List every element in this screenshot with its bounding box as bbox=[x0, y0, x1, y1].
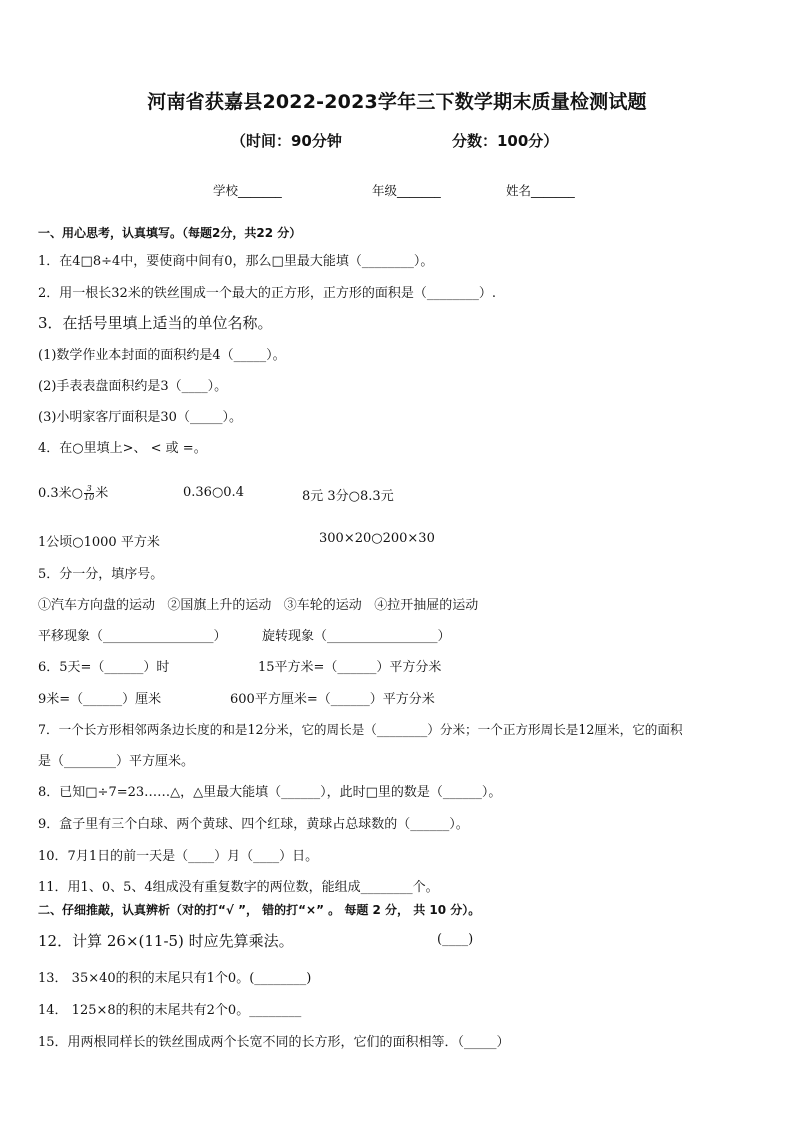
question-12: 12．计算 26×(11-5) 时应先算乘法。 bbox=[38, 932, 294, 950]
question-2: 2．用一根长32米的铁丝围成一个最大的正方形，正方形的面积是（________）. bbox=[38, 286, 496, 301]
grade-field: 年级_______ bbox=[372, 183, 441, 198]
question-7-line-1: 7．一个长方形相邻两条边长度的和是12分米，它的周长是（________）分米；一个正方形周长是12厘米，它的面积 bbox=[38, 722, 683, 737]
question-4-item-2: 0.36○0.4 bbox=[183, 485, 244, 500]
question-11: 11．用1、0、5、4组成没有重复数字的两位数，能组成________个。 bbox=[38, 880, 439, 895]
question-4-item-4: 1公顷○1000 平方米 bbox=[38, 535, 160, 550]
section-2-heading: 二、仔细推敲，认真辨析（对的打“√ ”， 错的打“×” 。 每题 2 分， 共 10 分）。 bbox=[38, 903, 481, 917]
question-4-item-1 bbox=[38, 482, 108, 502]
question-6a: 6．5天=（______）时 bbox=[38, 660, 170, 675]
school-field: 学校_______ bbox=[213, 183, 282, 198]
page-title: 河南省获嘉县2022-2023学年三下数学期末质量检测试题 bbox=[147, 91, 647, 113]
question-4-item-3: 8元 3分○8.3元 bbox=[302, 489, 394, 504]
question-6c: 9米=（______）厘米 bbox=[38, 692, 162, 707]
name-field: 姓名_______ bbox=[506, 183, 575, 198]
question-12-blank: (____) bbox=[437, 932, 474, 947]
question-13: 13． 35×40的积的末尾只有1个0。(________) bbox=[38, 971, 312, 986]
fraction-numerator: 3 bbox=[84, 485, 94, 494]
score-label: 分数：100分） bbox=[452, 132, 559, 150]
question-15: 15．用两根同样长的铁丝围成两个长宽不同的长方形，它们的面积相等．（_____） bbox=[38, 1035, 510, 1050]
question-14: 14． 125×8的积的末尾共有2个0。________ bbox=[38, 1003, 302, 1018]
question-4-stem: 4．在○里填上>、 < 或 =。 bbox=[38, 441, 207, 456]
fraction-denominator: 10 bbox=[84, 493, 95, 502]
question-10: 10．7月1日的前一天是（____）月（____）日。 bbox=[38, 849, 319, 864]
time-label: （时间：90分钟 bbox=[231, 132, 342, 150]
question-6b: 15平方米=（______）平方分米 bbox=[258, 660, 442, 675]
question-5-options: ①汽车方向盘的运动 ②国旗上升的运动 ③车轮的运动 ④拉开抽屉的运动 bbox=[38, 598, 479, 613]
question-3b: (2)手表表盘面积约是3（____）。 bbox=[38, 379, 228, 394]
section-1-heading: 一、用心思考，认真填写。（每题2分，共22 分） bbox=[38, 226, 302, 240]
question-3-stem: 3．在括号里填上适当的单位名称。 bbox=[38, 314, 273, 332]
q4-item1-left: 0.3米○ bbox=[38, 486, 84, 501]
q4-item1-right: 米 bbox=[95, 486, 109, 501]
question-6d: 600平方厘米=（______）平方分米 bbox=[230, 692, 435, 707]
question-7-line-2: 是（________）平方厘米。 bbox=[38, 754, 195, 769]
question-1: 1．在4□8÷4中，要使商中间有0，那么□里最大能填（________）。 bbox=[38, 254, 434, 269]
translation-blank: 平移现象（_________________） bbox=[38, 629, 227, 644]
question-4-item-5: 300×20○200×30 bbox=[319, 531, 435, 546]
fraction bbox=[84, 485, 94, 502]
question-3c: (3)小明家客厅面积是30（_____）。 bbox=[38, 410, 242, 425]
question-9: 9．盒子里有三个白球、两个黄球、四个红球，黄球占总球数的（______）。 bbox=[38, 817, 469, 832]
question-5-stem: 5．分一分，填序号。 bbox=[38, 567, 164, 582]
question-8: 8．已知□÷7=23……△，△里最大能填（______），此时□里的数是（______）。 bbox=[38, 785, 502, 800]
rotation-blank: 旋转现象（_________________） bbox=[262, 629, 451, 644]
question-3a: (1)数学作业本封面的面积约是4（_____）。 bbox=[38, 348, 286, 363]
